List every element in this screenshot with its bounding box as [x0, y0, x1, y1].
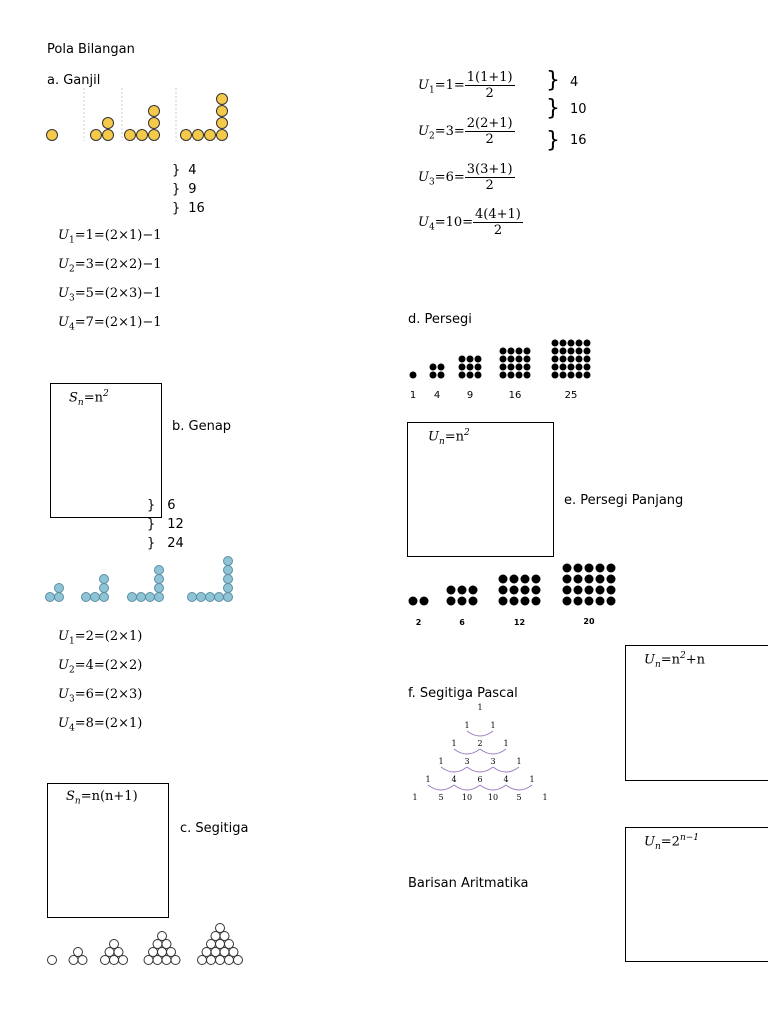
- triangle-dot: [234, 956, 243, 965]
- rectangle-dot: [563, 564, 572, 573]
- odd-dot: [217, 130, 228, 141]
- square-dot: [459, 372, 466, 379]
- formula-box-persegi-panjang: $U_n=n^2+n$: [625, 645, 768, 781]
- square-dot: [552, 348, 559, 355]
- even-dot: [155, 566, 164, 575]
- odd-dot-pattern: [44, 86, 244, 146]
- square-dot: [508, 348, 515, 355]
- heading-genap: b. Genap: [172, 419, 232, 434]
- rectangle-dot: [607, 586, 616, 595]
- formula-segitiga-4: $U_4=10=$ $\frac{4(4+1)}{2}$: [418, 207, 521, 238]
- rectangle-dot: [510, 597, 519, 606]
- square-dot: [516, 348, 523, 355]
- rectangle-dot: [447, 586, 456, 595]
- square-dot: [516, 356, 523, 363]
- square-dot: [410, 372, 417, 379]
- brace-ganjil-2: } 9: [172, 182, 197, 197]
- pascal-number: 5: [438, 793, 444, 802]
- square-dot: [576, 348, 583, 355]
- heading-persegi: d. Persegi: [408, 312, 472, 327]
- triangle-dot: [167, 948, 176, 957]
- rectangle-dot: [563, 586, 572, 595]
- square-dot: [508, 372, 515, 379]
- rectangle-dot: [596, 575, 605, 584]
- pascal-number: 1: [516, 757, 522, 766]
- rectangle-dot: [521, 597, 530, 606]
- even-dot: [55, 593, 64, 602]
- even-dot: [215, 593, 224, 602]
- even-dot: [197, 593, 206, 602]
- triangle-dot: [153, 940, 162, 949]
- pascal-number: 3: [490, 757, 496, 766]
- odd-dot: [205, 130, 216, 141]
- pascal-number: 4: [451, 775, 457, 784]
- heading-ganjil: a. Ganjil: [47, 73, 101, 88]
- brace-segitiga-label-3: 16: [570, 133, 587, 148]
- pascal-number: 1: [464, 721, 470, 730]
- triangle-dot: [149, 948, 158, 957]
- square-dot: [438, 364, 445, 371]
- triangle-dot: [69, 956, 78, 965]
- pascal-arc: [480, 749, 506, 754]
- even-dot: [188, 593, 197, 602]
- rectangle-label: 2: [415, 618, 422, 627]
- square-dot: [560, 340, 567, 347]
- odd-dot: [47, 130, 58, 141]
- square-dot: [576, 340, 583, 347]
- pascal-arc: [428, 785, 454, 790]
- square-dot: [584, 364, 591, 371]
- rectangle-dot: [596, 564, 605, 573]
- even-dot: [82, 593, 91, 602]
- square-dot: [500, 372, 507, 379]
- pascal-arc: [454, 749, 480, 754]
- rectangle-dot: [574, 597, 583, 606]
- formula-ganjil-4: $U_4=7=(2\times 1)-1$: [58, 315, 162, 333]
- triangle-dot: [162, 940, 171, 949]
- square-label: 25: [564, 390, 578, 401]
- pascal-number: 5: [516, 793, 522, 802]
- rectangle-dot: [521, 586, 530, 595]
- square-label: 1: [409, 390, 417, 401]
- square-dot: [552, 364, 559, 371]
- even-dot: [55, 584, 64, 593]
- formula-ganjil-1: $U_1=1=(2\times 1)-1$: [58, 228, 162, 246]
- square-dot: [568, 372, 575, 379]
- square-dot: [568, 348, 575, 355]
- square-dot: [552, 356, 559, 363]
- triangle-dot: [216, 940, 225, 949]
- rectangle-dot: [585, 564, 594, 573]
- square-dot: [524, 372, 531, 379]
- triangle-dot: [211, 932, 220, 941]
- triangle-dot: [207, 956, 216, 965]
- pascal-number: 1: [425, 775, 431, 784]
- triangle-dot: [158, 948, 167, 957]
- brace-segitiga-1: }: [546, 68, 560, 93]
- even-dot: [100, 575, 109, 584]
- triangle-dot: [74, 948, 83, 957]
- triangle-dot: [229, 948, 238, 957]
- pascal-arc: [467, 731, 493, 736]
- brace-ganjil-1: } 4: [172, 163, 197, 178]
- triangle-dot: [153, 956, 162, 965]
- brace-segitiga-3: }: [546, 128, 560, 153]
- even-dot: [46, 593, 55, 602]
- triangle-dot: [171, 956, 180, 965]
- formula-box-persegi: $U_n=n^2$: [407, 422, 554, 557]
- square-dot: [516, 364, 523, 371]
- odd-dot: [91, 130, 102, 141]
- square-dot: [560, 356, 567, 363]
- triangle-dot: [211, 948, 220, 957]
- square-dot: [500, 356, 507, 363]
- page-title: Pola Bilangan: [47, 42, 135, 57]
- triangle-dot: [119, 956, 128, 965]
- pascal-number: 1: [438, 757, 444, 766]
- triangle-dot: [207, 940, 216, 949]
- triangle-dot: [220, 948, 229, 957]
- rectangle-dot: [585, 586, 594, 595]
- brace-segitiga-label-2: 10: [570, 102, 587, 117]
- pascal-number: 1: [451, 739, 457, 748]
- square-label: 16: [508, 390, 522, 401]
- odd-dot: [181, 130, 192, 141]
- heading-persegi-panjang: e. Persegi Panjang: [564, 493, 684, 508]
- rectangle-dot: [420, 597, 429, 606]
- square-dot: [584, 372, 591, 379]
- formula-genap-1: $U_1=2=(2\times 1)$: [58, 629, 143, 647]
- even-dot: [137, 593, 146, 602]
- square-dot: [524, 356, 531, 363]
- formula-genap-2: $U_2=4=(2\times 2)$: [58, 658, 143, 676]
- even-dot: [155, 584, 164, 593]
- triangle-dot: [158, 932, 167, 941]
- triangle-dot-pattern: [44, 920, 254, 968]
- rectangle-label: 6: [459, 618, 465, 627]
- rectangle-dot: [607, 564, 616, 573]
- rectangle-dot: [447, 597, 456, 606]
- pascal-arc: [493, 767, 519, 772]
- square-dot: [560, 364, 567, 371]
- square-dot: [508, 356, 515, 363]
- square-dot: [467, 356, 474, 363]
- triangle-dot: [78, 956, 87, 965]
- odd-dot: [137, 130, 148, 141]
- formula-genap-4: $U_4=8=(2\times 1)$: [58, 716, 143, 734]
- triangle-dot: [202, 948, 211, 957]
- even-dot: [224, 575, 233, 584]
- pascal-arc: [454, 785, 480, 790]
- square-dot: [475, 356, 482, 363]
- formula-segitiga-2: $U_2=3=$ $\frac{2(2+1)}{2}$: [418, 116, 513, 147]
- odd-dot: [217, 106, 228, 117]
- pascal-number: 1: [503, 739, 509, 748]
- rectangle-dot: [563, 575, 572, 584]
- rectangle-dot: [499, 597, 508, 606]
- rectangle-dot: [607, 575, 616, 584]
- rectangle-dot: [510, 586, 519, 595]
- triangle-dot: [114, 948, 123, 957]
- pascal-number: 1: [529, 775, 535, 784]
- triangle-dot: [48, 956, 57, 965]
- rectangle-dot: [510, 575, 519, 584]
- pascal-arc: [506, 785, 532, 790]
- triangle-dot: [162, 956, 171, 965]
- triangle-dot: [110, 956, 119, 965]
- rectangle-dot-pattern: [405, 556, 620, 628]
- pascal-number: 1: [412, 793, 418, 802]
- pascal-arc: [480, 785, 506, 790]
- odd-dot: [103, 118, 114, 129]
- formula-box-pascal: $U_n=2^{n-1}$: [625, 827, 768, 962]
- rectangle-dot: [532, 586, 541, 595]
- brace-ganjil-3: } 16: [172, 201, 205, 216]
- rectangle-dot: [521, 575, 530, 584]
- triangle-dot: [220, 932, 229, 941]
- even-dot-pattern: [44, 558, 244, 606]
- square-dot: [584, 340, 591, 347]
- formula-genap-3: $U_3=6=(2\times 3)$: [58, 687, 143, 705]
- square-dot: [500, 348, 507, 355]
- triangle-dot: [144, 956, 153, 965]
- rectangle-dot: [574, 575, 583, 584]
- even-dot: [206, 593, 215, 602]
- triangle-dot: [198, 956, 207, 965]
- formula-segitiga-1: $U_1=1=$ $\frac{1(1+1)}{2}$: [418, 70, 513, 101]
- odd-dot: [149, 106, 160, 117]
- triangle-dot: [101, 956, 110, 965]
- square-label: 4: [433, 390, 441, 401]
- triangle-dot: [110, 940, 119, 949]
- odd-dot: [149, 118, 160, 129]
- pascal-arc: [467, 767, 493, 772]
- rectangle-dot: [574, 586, 583, 595]
- triangle-dot: [216, 956, 225, 965]
- formula-box-ganjil: $S_n=n^2$: [50, 383, 162, 518]
- pascal-number: 10: [487, 793, 499, 802]
- square-dot: [552, 340, 559, 347]
- square-dot: [584, 356, 591, 363]
- square-dot: [568, 340, 575, 347]
- odd-dot: [125, 130, 136, 141]
- brace-segitiga-label-1: 4: [570, 75, 579, 90]
- brace-genap-3: } 24: [147, 536, 184, 551]
- even-dot: [100, 593, 109, 602]
- pascal-number: 10: [461, 793, 473, 802]
- formula-ganjil-3: $U_3=5=(2\times 3)-1$: [58, 286, 162, 304]
- rectangle-dot: [458, 597, 467, 606]
- rectangle-dot: [563, 597, 572, 606]
- even-dot: [100, 584, 109, 593]
- square-dot: [516, 372, 523, 379]
- formula-segitiga-3: $U_3=6=$ $\frac{3(3+1)}{2}$: [418, 162, 513, 193]
- even-dot: [155, 593, 164, 602]
- rectangle-dot: [607, 597, 616, 606]
- rectangle-dot: [469, 586, 478, 595]
- square-dot: [524, 364, 531, 371]
- brace-genap-2: } 12: [147, 517, 184, 532]
- formula-box-genap: $S_n=n(n+1)$: [47, 783, 169, 918]
- even-dot: [155, 575, 164, 584]
- even-dot: [224, 593, 233, 602]
- odd-dot: [217, 94, 228, 105]
- square-dot: [459, 356, 466, 363]
- odd-dot: [149, 130, 160, 141]
- pascal-arc: [441, 767, 467, 772]
- rectangle-label: 20: [583, 617, 595, 626]
- even-dot: [224, 584, 233, 593]
- brace-segitiga-2: }: [546, 96, 560, 121]
- even-dot: [146, 593, 155, 602]
- pascal-triangle: [405, 700, 555, 820]
- rectangle-dot: [574, 564, 583, 573]
- square-dot: [475, 364, 482, 371]
- square-dot: [467, 372, 474, 379]
- square-dot: [560, 348, 567, 355]
- square-dot: [560, 372, 567, 379]
- square-dot: [568, 364, 575, 371]
- pascal-number: 4: [503, 775, 509, 784]
- square-dot-pattern: [405, 328, 615, 403]
- square-dot: [430, 364, 437, 371]
- pascal-number: 1: [490, 721, 496, 730]
- odd-dot: [103, 130, 114, 141]
- square-dot: [576, 356, 583, 363]
- pascal-number: 3: [464, 757, 470, 766]
- even-dot: [128, 593, 137, 602]
- square-dot: [576, 364, 583, 371]
- square-label: 9: [466, 390, 474, 401]
- brace-genap-1: } 6: [147, 498, 176, 513]
- heading-aritmatika: Barisan Aritmatika: [408, 876, 529, 891]
- odd-dot: [193, 130, 204, 141]
- rectangle-dot: [585, 597, 594, 606]
- pascal-number: 1: [477, 703, 483, 712]
- pascal-number: 1: [542, 793, 548, 802]
- pascal-number: 6: [477, 775, 483, 784]
- rectangle-dot: [532, 597, 541, 606]
- square-dot: [584, 348, 591, 355]
- rectangle-dot: [585, 575, 594, 584]
- rectangle-dot: [596, 597, 605, 606]
- square-dot: [500, 364, 507, 371]
- even-dot: [91, 593, 100, 602]
- square-dot: [552, 372, 559, 379]
- rectangle-dot: [596, 586, 605, 595]
- rectangle-dot: [499, 586, 508, 595]
- triangle-dot: [105, 948, 114, 957]
- pascal-number: 2: [477, 739, 483, 748]
- odd-dot: [217, 118, 228, 129]
- even-dot: [224, 566, 233, 575]
- formula-ganjil-2: $U_2=3=(2\times 2)-1$: [58, 257, 162, 275]
- rectangle-dot: [458, 586, 467, 595]
- rectangle-dot: [469, 597, 478, 606]
- square-dot: [467, 364, 474, 371]
- square-dot: [438, 372, 445, 379]
- rectangle-dot: [499, 575, 508, 584]
- heading-pascal: f. Segitiga Pascal: [408, 686, 518, 701]
- heading-segitiga: c. Segitiga: [180, 821, 249, 836]
- rectangle-label: 12: [513, 618, 526, 627]
- even-dot: [224, 557, 233, 566]
- square-dot: [459, 364, 466, 371]
- triangle-dot: [225, 956, 234, 965]
- triangle-dot: [225, 940, 234, 949]
- rectangle-dot: [409, 597, 418, 606]
- square-dot: [524, 348, 531, 355]
- square-dot: [430, 372, 437, 379]
- square-dot: [475, 372, 482, 379]
- square-dot: [568, 356, 575, 363]
- triangle-dot: [216, 924, 225, 933]
- square-dot: [576, 372, 583, 379]
- square-dot: [508, 364, 515, 371]
- rectangle-dot: [532, 575, 541, 584]
